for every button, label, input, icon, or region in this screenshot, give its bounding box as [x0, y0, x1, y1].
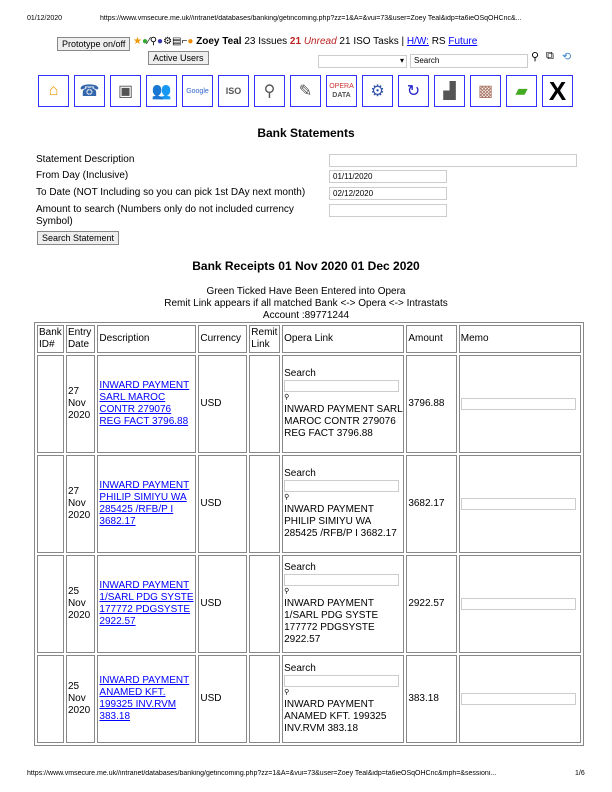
memo-cell	[459, 355, 581, 453]
calendar-icon[interactable]: ▤	[172, 36, 182, 47]
opera-match-text: INWARD PAYMENT PHILIP SIMIYU WA 285425 /RFB/P I 3682.17	[284, 504, 397, 539]
search-icon[interactable]: ⚲	[284, 588, 290, 595]
amount: 383.18	[406, 655, 456, 743]
bracket-icon[interactable]: ⌐	[181, 36, 188, 47]
description-link[interactable]: INWARD PAYMENT SARL MAROC CONTR 279076 REG FACT 3796.88	[99, 380, 190, 427]
settings-icon[interactable]: ⚙	[163, 36, 173, 47]
memo-cell	[459, 555, 581, 653]
bank-id-cell	[37, 355, 64, 453]
column-header: Bank ID#	[37, 325, 64, 353]
description-link[interactable]: INWARD PAYMENT 1/SARL PDG SYSTE 177772 PDGSYSTE 2922.57	[99, 580, 194, 627]
receipts-title: Bank Receipts 01 Nov 2020 01 Dec 2020	[192, 259, 420, 273]
page-number: 1/6	[575, 770, 585, 777]
search-icon[interactable]: ⚲	[284, 689, 290, 696]
column-header: Amount	[406, 325, 456, 353]
receipts-table	[34, 322, 584, 746]
bank-id-cell	[37, 455, 64, 553]
currency: USD	[198, 655, 247, 743]
home-icon[interactable]: ⌂	[38, 75, 69, 107]
opera-link-cell	[282, 355, 404, 453]
currency: USD	[198, 355, 247, 453]
remit-link-cell	[249, 355, 280, 453]
iso-icon[interactable]	[218, 75, 249, 107]
column-header: Opera Link	[282, 325, 404, 353]
column-header: Entry Date	[66, 325, 95, 353]
memo-input[interactable]	[461, 598, 576, 610]
opera-link-cell	[282, 455, 404, 553]
table-header-row	[37, 325, 581, 353]
search-input[interactable]: Search	[410, 54, 528, 68]
note-remit-link: Remit Link appears if all matched Bank <-> Opera <-> Intrastats	[164, 298, 448, 309]
opera-search-input[interactable]	[284, 574, 399, 586]
memo-input[interactable]	[461, 398, 576, 410]
entry-date: 27 Nov 2020	[66, 355, 95, 453]
unread-label[interactable]: Unread	[303, 36, 337, 47]
toolbar-status	[133, 36, 477, 47]
search-icon[interactable]: ⚲	[284, 494, 290, 501]
opera-search-input[interactable]	[284, 675, 399, 687]
bank-id-cell	[37, 555, 64, 653]
external-link-icon[interactable]: ⧉	[546, 50, 554, 62]
prototype-toggle-button[interactable]: Prototype on/off	[57, 37, 130, 51]
opera-search-input[interactable]	[284, 480, 399, 492]
amount: 2922.57	[406, 555, 456, 653]
table-row	[37, 555, 581, 653]
form-label: To Date (NOT Including so you can pick 1st DAy next month)	[36, 187, 306, 198]
opera-match-text: INWARD PAYMENT ANAMED KFT. 199325 INV.RVM 383.18	[284, 699, 387, 734]
account-number: Account :89771244	[262, 310, 350, 321]
book-icon[interactable]: ▰	[506, 75, 537, 107]
entry-date: 25 Nov 2020	[66, 555, 95, 653]
star-icon[interactable]: ★	[133, 36, 142, 47]
user-name: Zoey Teal	[196, 36, 242, 47]
data-label: DATA	[332, 92, 351, 99]
note-green-tick: Green Ticked Have Been Entered into Opera	[206, 286, 406, 297]
opera-link-cell	[282, 655, 404, 743]
opera-search-label: Search	[284, 562, 316, 573]
form-label: Statement Description	[36, 154, 135, 165]
phone-icon[interactable]: ☎	[74, 75, 105, 107]
form-field[interactable]	[329, 204, 447, 217]
google-icon[interactable]	[182, 75, 213, 107]
opera-data-icon[interactable]	[326, 75, 357, 107]
help-icon[interactable]: ●	[187, 36, 194, 47]
column-header: Currency	[198, 325, 247, 353]
hw-link[interactable]: H/W:	[406, 36, 429, 47]
footer-url: https://www.vmsecure.me.uk//intranet/databases/banking/getincoming.php?zz=1&A=&vui=73&user=Zoey Teal&idp=ta6ieOSqOHCnc&mph=&sessioni...	[27, 770, 497, 777]
remit-link-cell	[249, 555, 280, 653]
iso-label: ISO	[225, 86, 242, 96]
google-label: Google	[186, 87, 209, 95]
issues-count[interactable]: 23 Issues	[244, 36, 288, 47]
memo-input[interactable]	[461, 498, 576, 510]
form-field[interactable]: 01/11/2020	[329, 170, 447, 183]
page-title: Bank Statements	[257, 126, 355, 140]
globe-icon[interactable]: ●	[141, 36, 149, 47]
column-header: Remit Link	[249, 325, 280, 353]
opera-label: OPERA	[329, 83, 354, 90]
users-icon[interactable]: 👥	[146, 75, 177, 107]
memo-input[interactable]	[461, 693, 576, 705]
unread-count[interactable]: 21	[289, 36, 302, 47]
refresh-icon[interactable]: ↻	[398, 75, 429, 107]
close-icon[interactable]: X	[542, 75, 573, 107]
rs-label: RS	[431, 36, 446, 47]
print-date: 01/12/2020	[27, 15, 63, 22]
memo-cell	[459, 655, 581, 743]
opera-link-cell	[282, 555, 404, 653]
print-url: https://www.vmsecure.me.uk//intranet/databases/banking/getincoming.php?zz=1&A=&vui=73&user=Zoey Teal&idp=ta6ieOSqOHCnc&...	[100, 15, 522, 22]
treasure-chest-icon[interactable]: ▣	[110, 75, 141, 107]
form-field[interactable]	[329, 154, 577, 167]
description-link[interactable]: INWARD PAYMENT PHILIP SIMIYU WA 285425 /RFB/P I 3682.17	[99, 480, 190, 527]
gears-icon[interactable]: ⚙	[362, 75, 393, 107]
box-icon[interactable]: ▩	[470, 75, 501, 107]
receipts-notes	[0, 286, 612, 322]
table-row	[37, 455, 581, 553]
table-row	[37, 355, 581, 453]
active-users-button[interactable]: Active Users	[148, 51, 209, 65]
opera-match-text: INWARD PAYMENT 1/SARL PDG SYSTE 177772 PDGSYSTE 2922.57	[284, 598, 379, 645]
filter-select[interactable]	[318, 55, 407, 68]
future-link[interactable]: Future	[448, 36, 478, 47]
column-header: Memo	[459, 325, 581, 353]
column-header: Description	[97, 325, 196, 353]
form-field[interactable]: 02/12/2020	[329, 187, 447, 200]
amount: 3796.88	[406, 355, 456, 453]
opera-search-label: Search	[284, 663, 316, 674]
magnifier-icon[interactable]: ⚲	[254, 75, 285, 107]
remit-link-cell	[249, 655, 280, 743]
opera-search-label: Search	[284, 468, 316, 479]
refresh-arrows-icon[interactable]: ⟲	[562, 51, 572, 63]
opera-search-input[interactable]	[284, 380, 399, 392]
edit-icon[interactable]: ✎	[290, 75, 321, 107]
amount: 3682.17	[406, 455, 456, 553]
chart-icon[interactable]: ▟	[434, 75, 465, 107]
search-statement-button[interactable]: Search Statement	[37, 231, 119, 245]
search-icon[interactable]: ⚲	[284, 394, 290, 401]
opera-search-label: Search	[284, 368, 316, 379]
description-link[interactable]: INWARD PAYMENT ANAMED KFT. 199325 INV.RVM 383.18	[99, 675, 190, 722]
remit-link-cell	[249, 455, 280, 553]
currency: USD	[198, 555, 247, 653]
currency: USD	[198, 455, 247, 553]
form-label: From Day (Inclusive)	[36, 170, 129, 181]
opera-match-text: INWARD PAYMENT SARL MAROC CONTR 279076 REG FACT 3796.88	[284, 404, 403, 439]
world-icon[interactable]: ●	[157, 36, 164, 47]
table-row	[37, 655, 581, 743]
memo-cell	[459, 455, 581, 553]
chevron-down-icon: ▾	[399, 56, 404, 65]
bank-id-cell	[37, 655, 64, 743]
entry-date: 27 Nov 2020	[66, 455, 95, 553]
form-label: Amount to search (Numbers only do not included currency Symbol)	[36, 204, 294, 227]
entry-date: 25 Nov 2020	[66, 655, 95, 743]
search-icon[interactable]: ⚲	[531, 51, 540, 63]
key-icon[interactable]: ⚲	[149, 36, 158, 47]
iso-tasks[interactable]: 21 ISO Tasks |	[339, 36, 405, 47]
wand-icon[interactable]: ⁄	[148, 36, 150, 47]
